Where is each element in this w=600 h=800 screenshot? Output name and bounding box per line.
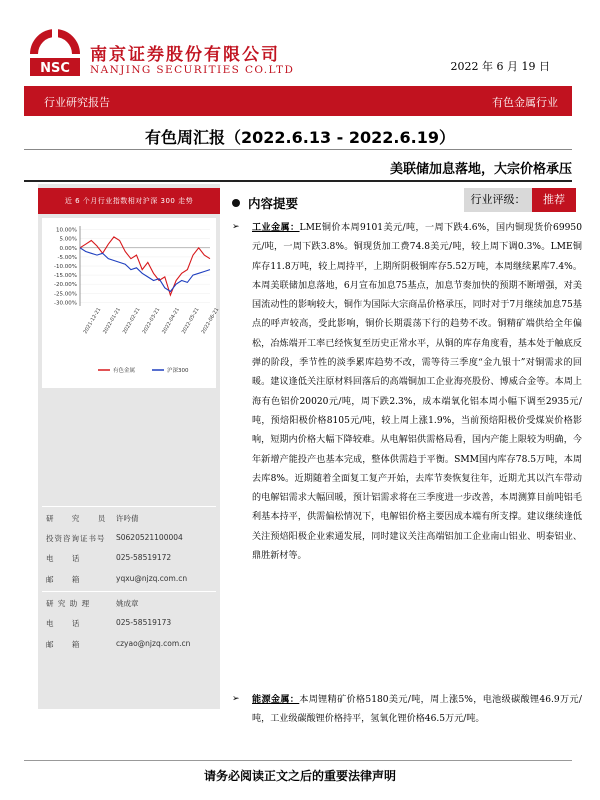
arrow-bullet-icon: ➢ — [232, 694, 240, 704]
report-title: 有色周汇报（2022.6.13 - 2022.6.19） — [145, 128, 455, 147]
nsc-logo — [24, 20, 86, 82]
x-tick-label: 2022-02-21 — [121, 306, 142, 335]
y-tick-label: -10.00% — [54, 264, 77, 270]
title-divider — [24, 149, 572, 150]
y-tick-label: -15.00% — [54, 273, 77, 280]
x-tick-label: 2022-03-21 — [141, 306, 162, 335]
y-tick-label: 5.00% — [59, 236, 77, 243]
report-subtitle: 美联储加息落地，大宗价格承压 — [389, 162, 572, 177]
company-name-cn: 南京证券股份有限公司 — [90, 45, 280, 65]
chart-title: 近 6 个月行业指数相对沪深 300 走势 — [38, 188, 220, 214]
x-tick-label: 2021-12-21 — [82, 306, 103, 335]
email-link[interactable]: yqxu@njzq.com.cn — [116, 574, 188, 583]
x-tick-label: 2022-01-21 — [102, 306, 122, 335]
sidebar — [38, 184, 220, 709]
email-label: 邮 箱 — [46, 640, 88, 649]
y-tick-label: -30.00% — [54, 300, 77, 307]
email-link[interactable]: czyao@njzq.com.cn — [116, 639, 191, 648]
section-title-text: 内容提要 — [248, 196, 299, 211]
divider — [42, 591, 216, 592]
report-date: 2022 年 6 月 19 日 — [450, 60, 550, 73]
paragraph-text: 本周锂精矿价格5180美元/吨，周上涨5%，电池级碳酸锂46.9万元/吨，工业级碳酸锂价格持平，氢氧化锂价格46.5万元/吨。 — [252, 695, 582, 725]
industry-label: 有色金属行业 — [492, 96, 558, 109]
industry-rating — [464, 188, 576, 212]
y-tick-label: 10.00% — [56, 227, 77, 234]
email-label: 邮 箱 — [46, 575, 88, 584]
y-tick-label: -5.00% — [57, 254, 77, 261]
legend-label: 有色金属 — [113, 368, 136, 374]
y-tick-label: 0.00% — [59, 245, 77, 252]
paragraph-text: LME铜价本周9101美元/吨，一周下跌4.6%，国内铜现货价69950元/吨，一周下跌3.8%。铜现货加工费74.8美元/吨，较上周下调0.3%。LME铜库存11.8万吨，较上周持平，上期所阴极铜库存5.52万吨，本周继续累库7.4%。本周美联储加息落地，6月宣布加息75基点，加息节奏加快的预期不断增强，对美国流动性的影响较大，铜作为国际大宗商品价格承压，同时对于7月继续加息75基点的呼声较高，受此影响，铜价长期震荡下行的趋势不改。铜精矿端供给全年偏松，冶炼端开工率已经恢复至历史正常水平，从铜的库存角度看，基本处于触底反弹的阶段，季节性的淡季累库趋势不改，需等待三季度“金九银十”对铜需求的回暖。建议逢低关注原材料回落后的高端铜加工企业海亮股份、博威合金等。本周上海有色铝价20020元/吨，周下跌2.3%，成本端氧化铝本周小幅下调至2935元/吨，预焙阳极价格8105元/吨，较上周上涨1.9%，当前预焙阳极价受煤炭价格影响，短期内价格大幅下降较难。从电解铝供需格局看，国内产能上限较为明确，今年新增产能投产也基本完成，整体供需趋于平衡。SMM国内库存78.5万吨，本周去库8%。近期随着全面复工复产开始，去库节奏恢复往年，近期尤其以汽车带动的电解铝需求大幅回暖，预计铝需求将在三季度进一步改善，本周测算目前吨铝毛利基本持平，供需偏松情况下，电解铝价格主要因成本端有所支撑。建议继续逢低关注预焙阳极企业索通发展，同时建议关注高端铝加工企业南山铝业、明泰铝业、鼎胜新材等。 — [252, 223, 582, 562]
phone-number: 025-58519172 — [116, 553, 172, 562]
rating-value: 推荐 — [532, 188, 576, 212]
chart-svg — [42, 218, 221, 388]
analyst-role-label: 研 究 员 — [46, 514, 114, 523]
phone-label: 电 话 — [46, 619, 88, 628]
phone-number: 025-58519173 — [116, 618, 172, 627]
logo-text: NSC — [40, 61, 70, 76]
y-tick-label: -20.00% — [54, 282, 77, 289]
rating-label: 行业评级： — [464, 188, 532, 212]
x-tick-label: 2022-04-21 — [161, 306, 181, 335]
footer-divider — [24, 760, 572, 761]
divider — [42, 506, 216, 507]
company-name-en: NANJING SECURITIES CO.LTD — [90, 64, 295, 76]
paragraph-industrial-metals — [232, 218, 582, 716]
section-divider — [24, 180, 572, 182]
analyst-name: 许吟倩 — [116, 514, 139, 523]
analyst-role-label: 研 究 助 理 — [46, 599, 91, 608]
analyst-name: 姚成章 — [116, 599, 139, 608]
series-line-csi300 — [80, 248, 210, 292]
cert-number: S0620521100004 — [116, 533, 183, 542]
paragraph-lead: 工业金属： — [252, 222, 300, 233]
paragraph-lead: 能源金属： — [252, 694, 300, 705]
cert-label: 投资咨询证书号 — [46, 534, 106, 543]
relative-performance-chart — [42, 218, 221, 388]
section-title — [232, 194, 298, 212]
bullet-dot-icon — [232, 199, 240, 207]
paragraph-energy-metals — [232, 690, 582, 738]
legend-label: 沪深300 — [167, 368, 189, 374]
header-bar — [24, 86, 572, 116]
phone-label: 电 话 — [46, 554, 88, 563]
legal-disclaimer: 请务必阅读正文之后的重要法律声明 — [203, 769, 396, 783]
x-tick-label: 2022-05-21 — [180, 306, 201, 335]
report-type-label: 行业研究报告 — [44, 96, 110, 109]
arrow-bullet-icon: ➢ — [232, 222, 240, 232]
x-tick-label: 2022-06-21 — [200, 306, 221, 335]
y-tick-label: -25.00% — [54, 291, 77, 298]
